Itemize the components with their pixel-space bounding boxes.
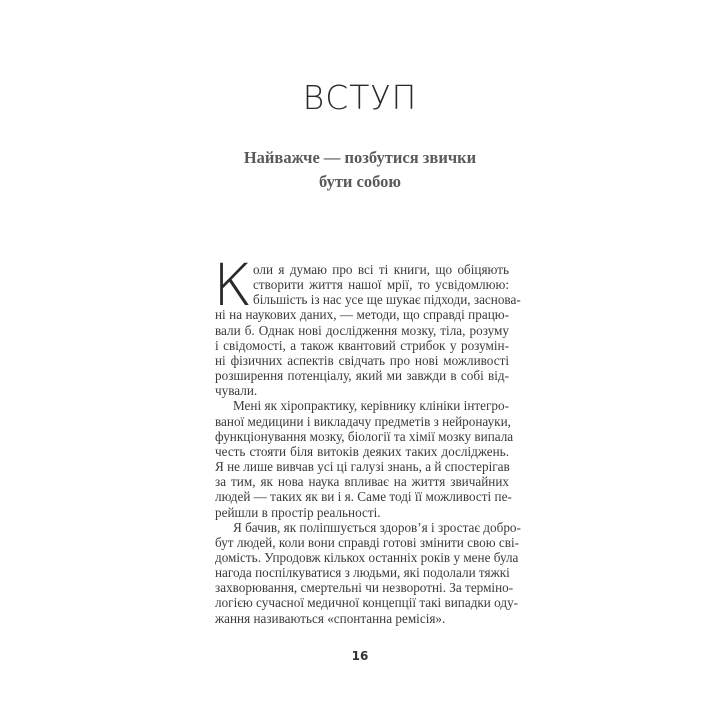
page-number: 16 bbox=[351, 649, 369, 663]
text-line: бут людей, коли вони справді готові змінити свою сві- bbox=[215, 534, 519, 550]
subtitle-line: бути собою bbox=[318, 172, 402, 191]
text-line: логією сучасної медичної концепції такі випадки оду- bbox=[215, 595, 519, 611]
text-line: створити життя нашої мрії, то усвідомлюю: bbox=[253, 277, 509, 293]
subtitle-line: Найважче — позбутися звички bbox=[243, 148, 477, 167]
chapter-title: ВСТУП bbox=[302, 78, 418, 117]
text-line: більшість із нас усе ще шукає підходи, заснова- bbox=[253, 292, 521, 308]
text-line: функціонування мозку, біології та хімії мозку випала bbox=[215, 428, 514, 444]
text-line: ні на наукових даних, — методи, що справді працю- bbox=[215, 307, 509, 323]
text-line: за тим, як нова наука впливає на життя звичайних bbox=[215, 474, 509, 490]
paragraph bbox=[213, 251, 521, 399]
text-line: Я бачив, як поліпшується здоров’я і зростає добро- bbox=[233, 519, 521, 535]
text-line: домість. Упродовж кількох останніх років у мене була bbox=[215, 549, 519, 565]
text-line: нагода поспілкуватися з людьми, які подолали тяжкі bbox=[215, 565, 510, 581]
chapter-subtitle bbox=[0, 146, 720, 194]
paragraph bbox=[215, 398, 514, 520]
text-line: Я не лише вивчав усі ці галузі знань, а й спостерігав bbox=[215, 459, 510, 475]
paragraph bbox=[215, 519, 521, 626]
text-line: рейшли в простір реальності. bbox=[215, 504, 381, 520]
body-text bbox=[213, 251, 521, 626]
text-line: оли я думаю про всі ті книги, що обіцяють bbox=[253, 262, 509, 277]
text-line: честь стояти біля витоків деяких таких досліджень. bbox=[215, 443, 509, 459]
drop-cap: К bbox=[213, 251, 253, 319]
text-line: жання називаються «спонтанна ремісія». bbox=[215, 610, 446, 626]
text-line: вали б. Однак нові дослідження мозку, тіла, розуму bbox=[215, 322, 509, 338]
text-line: ні фізичних аспектів свідчать про нові можливості bbox=[215, 352, 509, 368]
text-line: і свідомості, а також квантовий стрибок у розумін- bbox=[215, 337, 509, 353]
text-line: ваної медицини і викладачу предметів з нейронауки, bbox=[215, 413, 511, 429]
text-line: Мені як хіропрактику, керівнику клініки інтегро- bbox=[233, 398, 509, 414]
text-line: захворювання, смертельні чи незворотні. За терміно- bbox=[215, 580, 514, 596]
text-line: людей — таких як ви і я. Саме тоді її можливості пе- bbox=[215, 489, 512, 505]
text-line: чували. bbox=[215, 383, 258, 399]
text-line: розширення потенціалу, який ми завжди в собі від- bbox=[215, 368, 509, 384]
